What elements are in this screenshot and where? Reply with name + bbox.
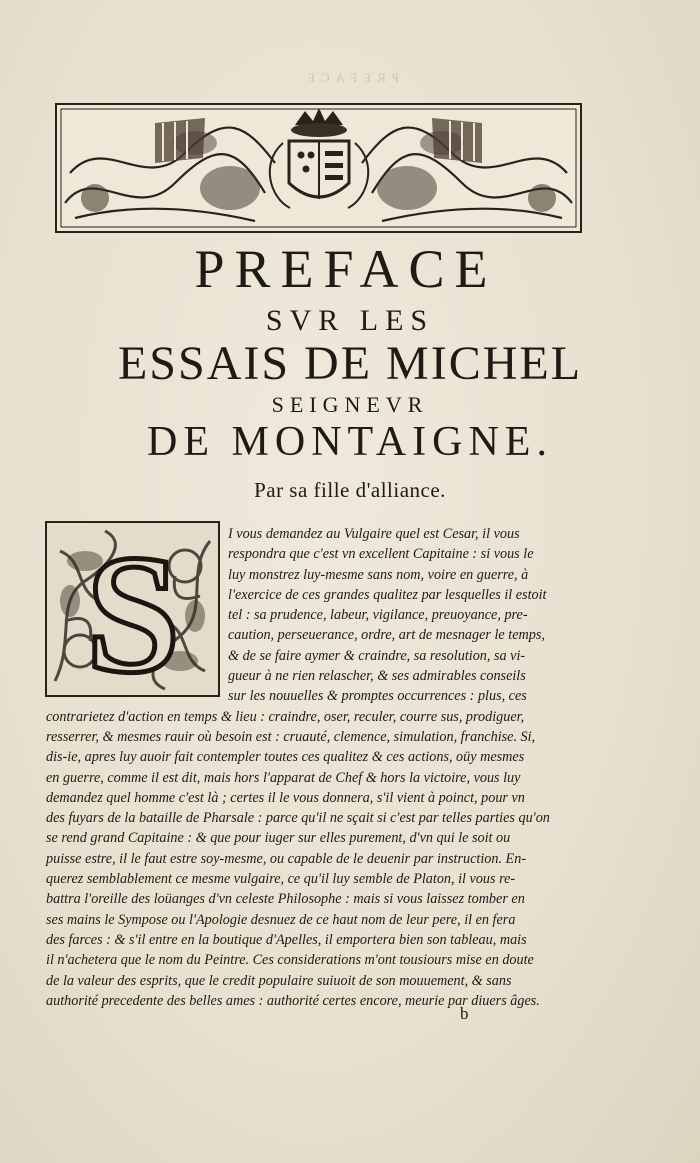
- body-line: & de se faire aymer & craindre, sa resolution, sa vi-: [228, 647, 526, 664]
- body-line: de la valeur des esprits, que le credit populaire suiuoit de son mouuement, & sans: [46, 972, 512, 989]
- body-line: ses mains le Sympose ou l'Apologie desnuez de ce haut nom de leur pere, il en fera: [46, 911, 516, 928]
- body-line: sur les nouuelles & promptes occurrences : plus, ces: [228, 688, 527, 705]
- body-line: il n'achetera que le nom du Peintre. Ces considerations m'ont tousiours mise en doute: [46, 952, 534, 969]
- body-line: l'exercice de ces grandes qualitez par lesquelles il estoit: [228, 586, 547, 603]
- body-line: dis-ie, apres luy auoir fait contempler toutes ces qualitez & ces actions, oüy mesmes: [46, 749, 525, 766]
- body-line: se rend grand Capitaine : & que pour iuger sur elles purement, d'vn qui le soit ou: [46, 830, 511, 847]
- title-montaigne: DE MONTAIGNE.: [147, 419, 553, 465]
- byline: Par sa fille d'alliance.: [254, 478, 446, 502]
- body-line: en guerre, comme il est dit, mais hors l'apparat de Chef & hors la victoire, vous luy: [46, 769, 521, 786]
- body-line: battra l'oreille des loüanges d'vn celeste Philosophe : mais si vous laissez tomber en: [46, 891, 525, 908]
- title-essais: ESSAIS DE MICHEL: [117, 337, 583, 390]
- body-line: puisse estre, il le faut estre soy-mesme, ou capable de le deuenir par instruction. En-: [46, 850, 527, 867]
- body-line: des fuyars de la bataille de Pharsale : parce qu'il ne sçait si c'est par telles parties qu'on: [46, 810, 550, 827]
- body-line: I vous demandez au Vulgaire quel est Cesar, il vous: [228, 526, 520, 542]
- body-line: contrarietez d'action en temps & lieu : craindre, oser, reculer, courre sus, prodiguer,: [46, 708, 525, 725]
- bleed-through-heading: PREFACE: [300, 70, 400, 85]
- body-line: resserrer, & mesmes rauir où besoin est : cruauté, clemence, simulation, franchise. Si,: [46, 728, 536, 745]
- body-line: respondra que c'est vn excellent Capitaine : si vous le: [228, 546, 534, 563]
- headpiece-engraving-icon: [55, 103, 582, 233]
- title-seignevr: SEIGNEVR: [271, 392, 429, 417]
- drop-cap-letter: S: [85, 521, 181, 697]
- signature-mark: b: [460, 1004, 469, 1023]
- body-line: querez semblablement ce mesme vulgaire, ce qu'il luy semble de Platon, il vous re-: [46, 871, 516, 888]
- body-line: luy monstrez luy-mesme sans nom, voire en guerre, à: [228, 566, 529, 583]
- body-line: demandez quel homme c'est là ; certes il le vous donnera, s'il vient à poinct, pour vn: [46, 789, 525, 806]
- headpiece-ornament: [55, 103, 582, 233]
- body-line: authorité precedente des belles ames : authorité certes encore, meurie par diuers âges.: [46, 992, 540, 1009]
- body-line: caution, perseuerance, ordre, art de mesnager le temps,: [228, 627, 545, 644]
- title-svr-les: SVR LES: [265, 304, 435, 337]
- body-line: des farces : & s'il entre en la boutique d'Apelles, il emportera bien son tableau, mais: [46, 931, 527, 948]
- title-preface: PREFACE: [194, 239, 498, 299]
- body-line: tel : sa prudence, labeur, vigilance, preuoyance, pre-: [228, 607, 528, 624]
- body-line: gueur à ne rien relascher, & ses admirables conseils: [228, 668, 526, 685]
- body-text: [46, 524, 558, 1011]
